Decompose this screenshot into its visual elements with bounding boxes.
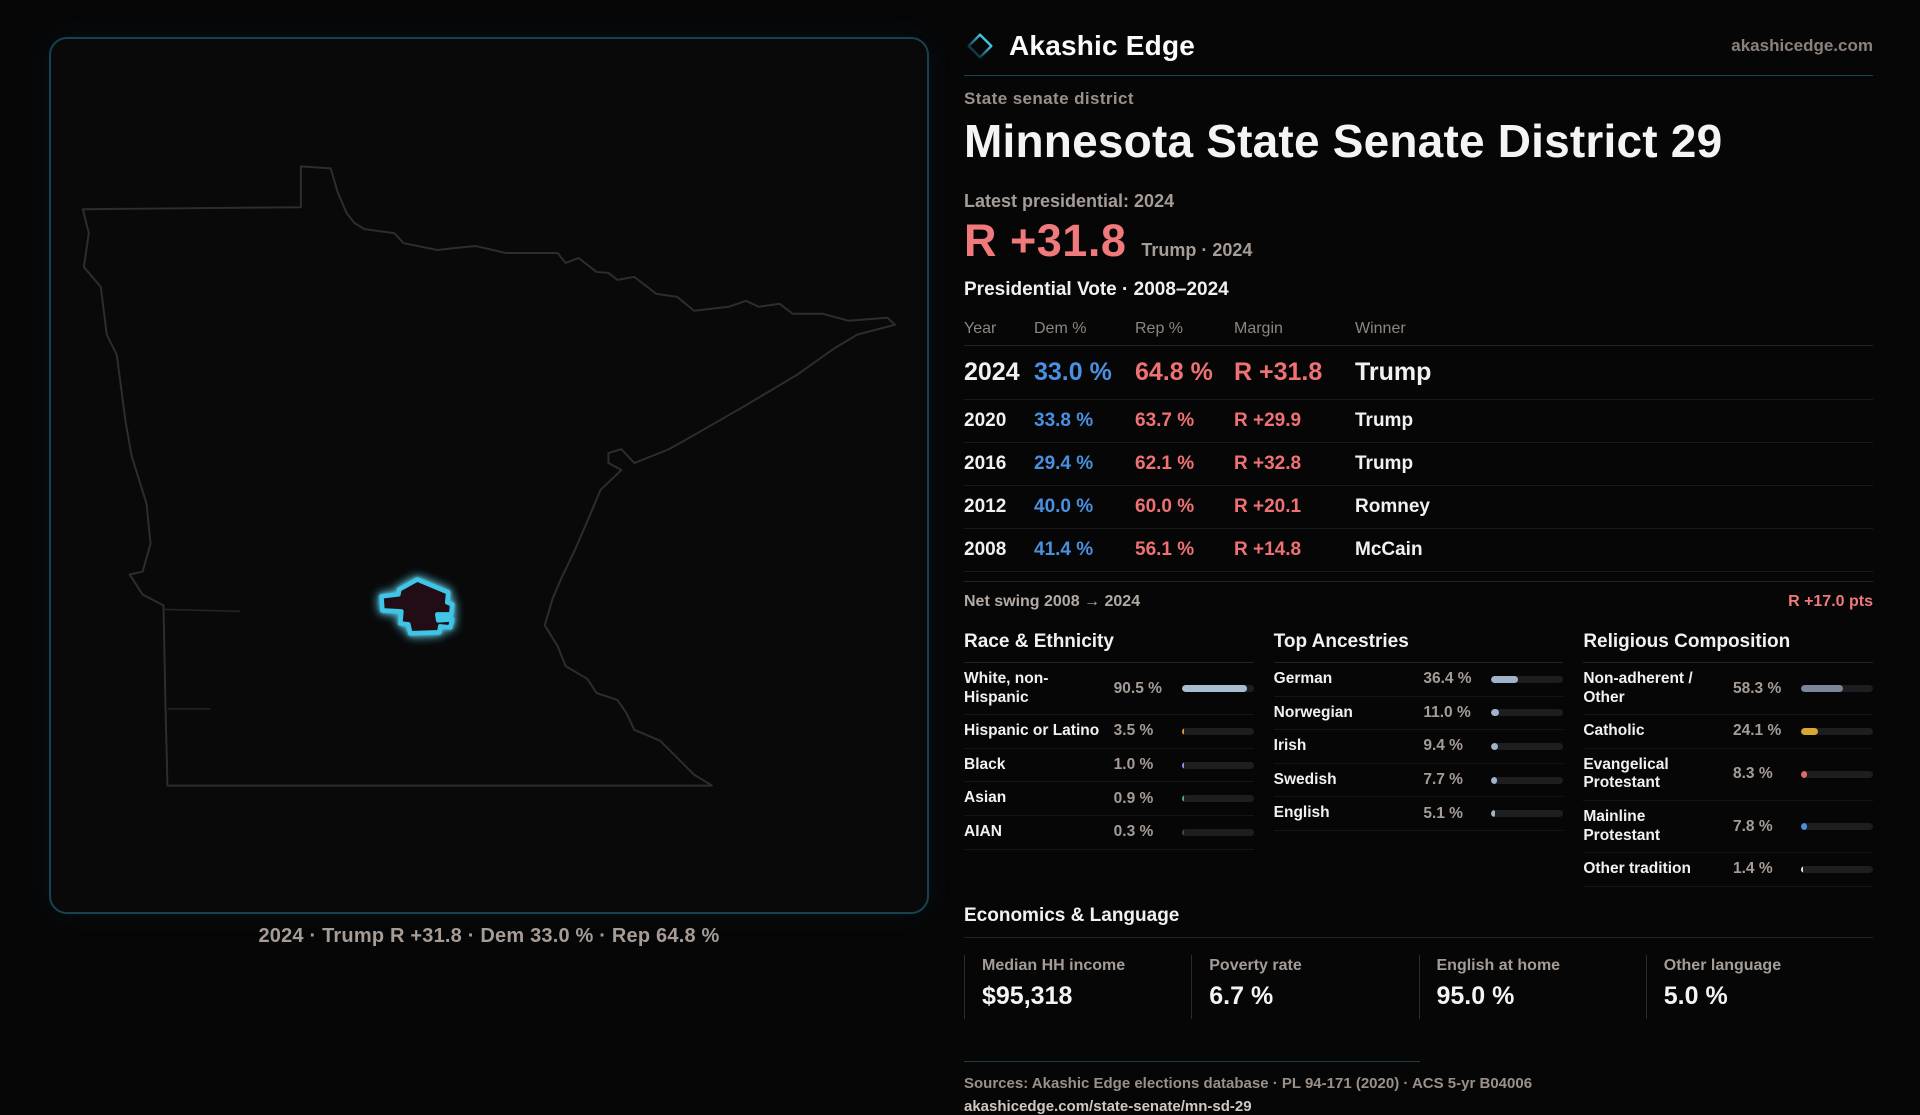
stat-value: 24.1 % [1732, 722, 1782, 740]
col-margin: Margin [1234, 320, 1283, 337]
economics-stat-label: Poverty rate [1209, 956, 1302, 974]
stat-bar [1491, 676, 1563, 683]
headline-margin-value: R +31.8 [964, 215, 1127, 266]
cell-year: 2020 [964, 410, 1007, 431]
stat-value: 58.3 % [1732, 679, 1782, 697]
stat-value: 9.4 % [1423, 737, 1463, 755]
headline-margin-row [964, 215, 1873, 267]
panel-rows [1583, 663, 1873, 887]
cell-dem-pct: 40.0 % [1034, 496, 1094, 517]
stat-row [964, 782, 1254, 816]
stat-bar-fill [1491, 743, 1498, 750]
stat-label: Norwegian [1273, 703, 1353, 721]
economics-stats [964, 955, 1873, 1019]
stat-label: Black [964, 755, 1006, 773]
cell-rep-pct: 62.1 % [1135, 453, 1195, 474]
stat-bar [1801, 823, 1873, 830]
stat-row [964, 715, 1254, 749]
header-bar [964, 30, 1873, 76]
stat-value: 90.5 % [1113, 679, 1162, 697]
col-dem: Dem % [1034, 320, 1087, 337]
economics-stat [1191, 955, 1418, 1019]
stat-row [1583, 801, 1873, 853]
stat-label: Hispanic or Latino [964, 722, 1100, 740]
stat-label: Irish [1273, 737, 1307, 755]
economics-stat-value: $95,318 [982, 981, 1073, 1010]
diamond-logo-icon [964, 30, 996, 62]
panel-title: Top Ancestries [1274, 631, 1564, 663]
stat-label: Catholic [1583, 722, 1645, 740]
cell-margin: R +31.8 [1234, 358, 1323, 386]
stat-bar [1801, 866, 1873, 873]
economics-stat-label: Median HH income [982, 956, 1126, 974]
stat-row [964, 749, 1254, 783]
cell-year: 2012 [964, 496, 1007, 517]
state-map-panel [49, 37, 929, 914]
brand-site-link[interactable]: akashicedge.com [1731, 36, 1873, 55]
district-29-highlight[interactable] [381, 580, 452, 634]
stat-bar [1182, 795, 1254, 802]
stat-value: 3.5 % [1113, 722, 1154, 740]
col-year: Year [964, 320, 997, 337]
cell-winner: Trump [1355, 358, 1432, 386]
stat-bar-fill [1182, 762, 1184, 769]
col-rep: Rep % [1135, 320, 1184, 337]
stat-row [1274, 730, 1564, 764]
stat-label: English [1273, 804, 1330, 822]
demographic-panel [1583, 631, 1873, 887]
vote-table-body [964, 346, 1873, 572]
stat-row [964, 663, 1254, 715]
stat-label: AIAN [964, 822, 1002, 840]
net-swing-value: R +17.0 pts [1788, 593, 1873, 610]
stat-row [1583, 715, 1873, 749]
page-title: Minnesota State Senate District 29 [964, 115, 1723, 167]
stat-row [1274, 697, 1564, 731]
stat-label: Non-adherent / Other [1583, 670, 1693, 706]
stat-label: Evangelical Protestant [1583, 755, 1669, 792]
cell-rep-pct: 56.1 % [1135, 539, 1195, 560]
economics-stat-label: English at home [1436, 956, 1561, 974]
cell-margin: R +14.8 [1234, 539, 1302, 560]
stat-bar [1801, 685, 1873, 692]
cell-dem-pct: 29.4 % [1034, 453, 1094, 474]
footer [964, 1061, 1873, 1115]
stat-bar [1182, 685, 1254, 692]
stat-row [1583, 663, 1873, 715]
economics-stat-value: 6.7 % [1209, 981, 1274, 1010]
stat-bar-fill [1801, 823, 1807, 830]
stat-bar-fill [1491, 810, 1495, 817]
stat-bar-fill [1801, 728, 1818, 735]
stat-row [1583, 853, 1873, 887]
economics-stat-value: 95.0 % [1436, 981, 1515, 1010]
headline-margin-detail: Trump · 2024 [1141, 240, 1253, 260]
stat-bar-fill [1801, 771, 1807, 778]
stat-row [964, 816, 1254, 850]
economics-section [964, 905, 1873, 1019]
stat-bar [1182, 829, 1254, 836]
net-swing-label: Net swing 2008 → 2024 [964, 593, 1141, 610]
cell-year: 2008 [964, 539, 1007, 560]
demographic-panels [964, 631, 1873, 887]
vote-table-header [964, 313, 1873, 346]
economics-stat [964, 955, 1191, 1019]
stat-bar [1182, 728, 1254, 735]
stat-bar-fill [1182, 795, 1184, 802]
cell-rep-pct: 64.8 % [1135, 358, 1213, 386]
col-winner: Winner [1355, 320, 1406, 337]
stat-bar [1491, 810, 1563, 817]
stat-value: 7.8 % [1732, 817, 1773, 835]
stat-label: White, non-Hispanic [964, 670, 1049, 706]
vote-table-row [964, 529, 1873, 572]
stat-bar-fill [1182, 685, 1247, 692]
stat-value: 0.3 % [1113, 823, 1154, 841]
vote-table-row [964, 346, 1873, 400]
panel-rows [964, 663, 1254, 850]
vote-table-title: Presidential Vote · 2008–2024 [964, 279, 1229, 300]
panel-title: Religious Composition [1583, 631, 1873, 663]
footer-divider [964, 1061, 1420, 1062]
stat-bar-fill [1182, 728, 1185, 735]
stat-bar [1182, 762, 1254, 769]
stat-value: 5.1 % [1423, 804, 1463, 822]
stat-bar-fill [1182, 829, 1184, 836]
cell-margin: R +32.8 [1234, 453, 1302, 474]
economics-stat [1419, 955, 1646, 1019]
stat-bar [1801, 771, 1873, 778]
minnesota-outline [83, 166, 895, 785]
stat-value: 1.0 % [1113, 756, 1154, 774]
stat-bar-fill [1801, 685, 1843, 692]
stat-label: Asian [964, 789, 1007, 807]
stat-bar [1491, 777, 1563, 784]
net-swing-row [964, 581, 1873, 611]
map-caption: 2024 · Trump R +31.8 · Dem 33.0 % · Rep 64.8 % [258, 925, 720, 947]
district-type-kicker: State senate district [964, 89, 1134, 108]
stat-value: 7.7 % [1423, 771, 1463, 789]
stat-row [1274, 764, 1564, 798]
cell-winner: McCain [1355, 539, 1423, 560]
stat-row [1274, 663, 1564, 697]
stat-row [1274, 797, 1564, 831]
minnesota-map [51, 39, 927, 912]
demographic-panel [964, 631, 1254, 887]
stat-bar [1801, 728, 1873, 735]
cell-margin: R +20.1 [1234, 496, 1302, 517]
stat-bar-fill [1491, 709, 1499, 716]
panel-rows [1274, 663, 1564, 831]
cell-year: 2016 [964, 453, 1007, 474]
economics-stat-value: 5.0 % [1663, 981, 1728, 1010]
cell-year: 2024 [964, 358, 1020, 386]
economics-title: Economics & Language [964, 905, 1873, 938]
stat-value: 1.4 % [1732, 860, 1773, 878]
brand-name: Akashic Edge [1009, 30, 1196, 61]
sources-text: Sources: Akashic Edge elections database · PL 94-171 (2020) · ACS 5-yr B04006 [964, 1074, 1533, 1092]
stat-bar [1491, 709, 1563, 716]
stat-value: 8.3 % [1732, 765, 1773, 783]
stat-bar-fill [1801, 866, 1803, 873]
cell-margin: R +29.9 [1234, 410, 1302, 431]
stat-label: German [1273, 670, 1333, 687]
stat-bar [1491, 743, 1563, 750]
cell-rep-pct: 63.7 % [1135, 410, 1195, 431]
vote-table-row [964, 486, 1873, 529]
cell-dem-pct: 33.8 % [1034, 410, 1094, 431]
cell-dem-pct: 41.4 % [1034, 539, 1094, 560]
cell-rep-pct: 60.0 % [1135, 496, 1195, 517]
stat-bar-fill [1491, 676, 1517, 683]
cell-winner: Trump [1355, 453, 1414, 474]
stat-label: Swedish [1273, 770, 1337, 788]
stat-value: 11.0 % [1423, 703, 1471, 721]
stat-label: Mainline Protestant [1583, 807, 1660, 844]
stat-label: Other tradition [1583, 860, 1691, 878]
stat-row [1583, 749, 1873, 801]
panel-title: Race & Ethnicity [964, 631, 1254, 663]
vote-table-row [964, 400, 1873, 443]
latest-presidential-label: Latest presidential: 2024 [964, 191, 1175, 211]
demographic-panel [1274, 631, 1564, 887]
stat-value: 36.4 % [1423, 670, 1472, 688]
economics-stat-label: Other language [1663, 956, 1782, 974]
report-column [964, 30, 1873, 1115]
county-boundary-lines [163, 609, 240, 709]
stat-bar-fill [1491, 777, 1497, 784]
economics-stat [1646, 955, 1873, 1019]
stat-value: 0.9 % [1113, 789, 1154, 807]
vote-table-row [964, 443, 1873, 486]
page-url-link[interactable]: akashicedge.com/state-senate/mn-sd-29 [964, 1097, 1252, 1115]
cell-dem-pct: 33.0 % [1034, 358, 1112, 386]
cell-winner: Trump [1355, 410, 1414, 431]
cell-winner: Romney [1355, 496, 1430, 517]
